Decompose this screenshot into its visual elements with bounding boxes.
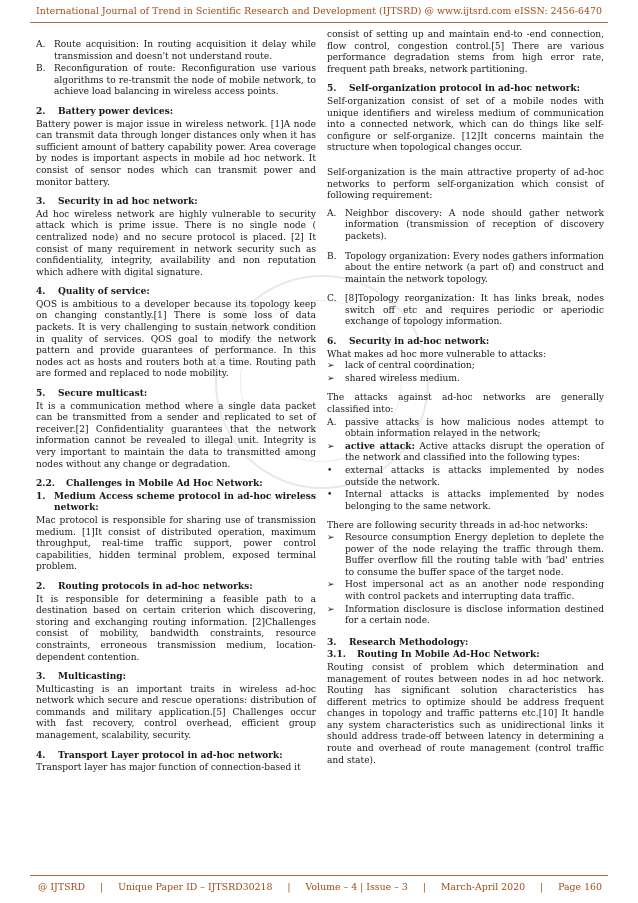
list-item: A. Neighbor discovery: A node should gather network information (transmission of reception of discovery packets). — [327, 208, 604, 242]
list-item: B. Reconfiguration of route: Reconfiguration use various algorithms to re-transmit the node of mobile network, to achieve load balancing in wireless access points. — [36, 64, 316, 98]
list-item: ➢ Resource consumption Energy depletion to deplete the power of the node relaying the traffic through them. Buffer overflow fill the routing table with 'bad' entries to consume the buffer space of the target node. — [327, 532, 604, 578]
left-column — [36, 40, 316, 781]
section-heading: 3. Research Methodology: — [327, 637, 469, 648]
list-item: ➢ active attack: Active attacks disrupt the operation of the network and classified into the following types: — [327, 441, 604, 464]
paragraph: Routing consist of problem which determination and management of routes between nodes in ad hoc network. Routing has significant solution characteristics has different metrics to optimize should be address frequent changes in topology and traffic patterns etc.[10] It handle any system characteristics such as unidirectional links it should address trade-off between latency in determining a route and overhead of route management (control traffic and state). — [327, 662, 604, 766]
list-item: ➢ Host impersonal act as an another node responding with control packets and interrupting data traffic. — [327, 580, 604, 602]
footer-date: March-April 2020 — [440, 882, 526, 893]
footer-paper-id: Unique Paper ID – IJTSRD30218 — [118, 882, 273, 893]
footer-volume: Volume – 4 | Issue – 3 — [305, 882, 408, 893]
subsection-heading: 2.2. Challenges in Mobile Ad Hoc Network: — [36, 479, 263, 490]
journal-header: International Journal of Trend in Scientific Research and Development (IJTSRD) @ www.ijtsrd.com eISSN: 2456-6470 — [36, 6, 602, 17]
section-heading: 3. Multicasting: — [36, 672, 126, 683]
list-item: ➢ Information disclosure is disclose information destined for a certain node. — [327, 604, 604, 627]
paragraph: Transport layer has major function of connection-based it — [36, 763, 301, 774]
list-item: ➢ shared wireless medium. — [327, 373, 460, 384]
section-heading: 3. Security in ad hoc network: — [36, 197, 198, 208]
list-item: • external attacks is attacks implemented by nodes outside the network. — [327, 466, 604, 488]
list-item: B. Topology organization: Every nodes gathers information about the entire network (a part of) and construct and maintain the network topology. — [327, 251, 604, 285]
footer-rule — [30, 875, 608, 876]
list-item: ➢ lack of central coordination; — [327, 361, 475, 372]
section-heading: 6. Security in ad-hoc network: — [327, 337, 490, 348]
list-item: A. passive attacks is how malicious nodes attempt to obtain information relayed in the network; — [327, 417, 604, 440]
section-heading: 5. Self-organization protocol in ad-hoc network: — [327, 84, 580, 95]
section-heading: 2. Routing protocols in ad-hoc networks: — [36, 581, 253, 592]
section-heading: 4. Quality of service: — [36, 287, 150, 298]
paragraph: Multicasting is an important traits in wireless ad-hoc network which secure and rescue operations: distribution of commands and military application.[5] Challenges occur with fast recovery, control overhead, efficient group management, scalability, security. — [36, 684, 316, 742]
paragraph: There are following security threads in ad-hoc networks: — [327, 521, 589, 532]
list-item: • Internal attacks is attacks implemented by nodes belonging to the same network. — [327, 490, 604, 512]
paragraph: It is responsible for determining a feasible path to a destination based on certain criterion which discovering, storing and exchanging routing information. [2]Challenges consist of mobility, bandwidth constraints, resource constraints, erroneous transmission medium, location-dependent contention. — [36, 594, 316, 663]
paragraph: It is a communication method where a single data packet can be transmitted from a sender and replicated to set of receiver.[2] Confidentiality guarantees that the network information cannot be revealed to illegal unit. Integrity is very important to maintain the data to transmitted among nodes without any change or degradation. — [36, 401, 316, 470]
list-item: C. [8]Topology reorganization: It has links break, nodes switch off etc and requires periodic or aperiodic exchange of topology information. — [327, 294, 604, 328]
paragraph: Self-organization is the main attractive property of ad-hoc networks to perform self-organization which consist of following requirement: — [327, 167, 604, 202]
right-column — [327, 30, 604, 773]
paragraph: consist of setting up and maintain end-to -end connection, flow control, congestion control.[5] There are various performance degradation stems from high error rate, frequent path breaks, network partitioning. — [327, 30, 604, 75]
paragraph: What makes ad hoc more vulnerable to attacks: — [327, 349, 547, 360]
paragraph: Ad hoc wireless network are highly vulnerable to security attack which is prime issue. There is no single node ( centralized node) and no secure protocol is placed. [2] It consist of many requirement in network security such as confidentiality, integrity, availability and non reputation which adhere with digital signature. — [36, 209, 316, 278]
section-heading: 5. Secure multicast: — [36, 389, 148, 400]
list-item: A. Route acquisition: In routing acquisition it delay while transmission and doesn't not understand route. — [36, 40, 316, 62]
section-heading: 2. Battery power devices: — [36, 106, 174, 117]
footer-journal: @ IJTSRD — [38, 882, 86, 893]
paragraph: Self-organization consist of set of a mobile nodes with unique identifiers and wireless medium of communication into a connected network, which can do things like self-configure or self-organize. [12]It concerns maintain the structure when topological changes occur. — [327, 96, 604, 154]
paragraph: Battery power is major issue in wireless network. [1]A node can transmit data through longer distances only when it has sufficient amount of battery capability power. Area coverage by nodes is important aspects in mobile ad hoc network. It consist of sensor nodes which can transmit power and monitor battery. — [36, 119, 316, 188]
page-footer: @ IJTSRD | Unique Paper ID – IJTSRD30218 | Volume – 4 | Issue – 3 | March-April 2020 | Page 160 — [38, 882, 602, 893]
section-heading: 1. Medium Access scheme protocol in ad-hoc wireless network: — [36, 491, 316, 514]
page-number: Page 160 — [558, 882, 602, 893]
header-rule — [30, 22, 608, 23]
section-heading: 4. Transport Layer protocol in ad-hoc network: — [36, 750, 283, 761]
subsection-heading: 3.1. Routing In Mobile Ad-Hoc Network: — [327, 650, 540, 661]
paragraph: QOS is ambitious to a developer because its topology keep on changing constantly.[1] There is some loss of data packets. It is very challenging to sustain network condition in quality of services. QOS goal to modify the network pattern and provide guarantees of performance. In this nodes act as hosts and routers both at a time. Routing path are formed and replaced to node mobility. — [36, 299, 316, 380]
paragraph: The attacks against ad-hoc networks are generally classified into: — [327, 393, 604, 416]
paragraph: Mac protocol is responsible for sharing use of transmission medium. [1]It consist of distributed operation, maximum throughput, real-time traffic support, power control capabilities, hidden terminal problem, exposed terminal problem. — [36, 515, 316, 573]
